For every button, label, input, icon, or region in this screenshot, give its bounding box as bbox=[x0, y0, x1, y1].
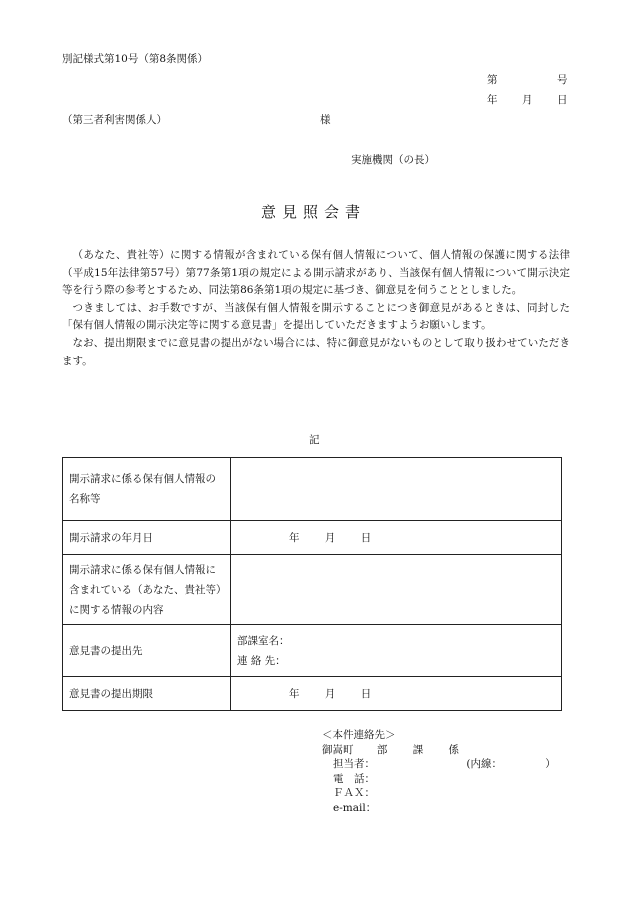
table-row bbox=[63, 555, 562, 625]
row2-year: 年 bbox=[289, 531, 300, 544]
contact-heading: ＜本件連絡先＞ bbox=[322, 729, 396, 741]
contact-ka: 課 bbox=[412, 743, 424, 756]
row-label: 開示請求の年月日 bbox=[63, 521, 231, 555]
paragraph-1: （あなた、貴社等）に関する情報が含まれている保有個人情報について、個人情報の保護に関する法律（平成15年法律第57号）第77条第1項の規定による開示請求があり、当該保有個人情報について開示決定等を行う際の参考とするため、同法第86条第1項の規定に基づき、御意見を伺うこととしました。 bbox=[62, 249, 570, 297]
row-label: 意見書の提出先 bbox=[63, 625, 231, 677]
row2-month: 月 bbox=[324, 531, 336, 544]
row5-year: 年 bbox=[289, 687, 300, 700]
addressee-honorific: 様 bbox=[320, 114, 331, 126]
date-day: 日 bbox=[557, 94, 568, 106]
row-label: 開示請求に係る保有個人情報に含まれている（あなた、貴社等）に関する情報の内容 bbox=[63, 555, 231, 625]
contact-denwa: 電 話： bbox=[333, 772, 375, 785]
addressee-label: （第三者利害関係人） bbox=[62, 114, 167, 126]
body-text bbox=[62, 247, 570, 370]
row5-day: 日 bbox=[360, 687, 372, 700]
table-row bbox=[63, 521, 562, 555]
contact-bu: 部 bbox=[376, 743, 388, 756]
row-label: 意見書の提出期限 bbox=[63, 677, 231, 711]
contact-naisen-close: ） bbox=[545, 758, 556, 770]
contact-tanto: 担当者： bbox=[333, 758, 375, 770]
row-value bbox=[231, 677, 562, 711]
form-id: 別記様式第10号（第8条関係） bbox=[62, 53, 209, 65]
date-month: 月 bbox=[522, 94, 533, 106]
contact-block bbox=[322, 728, 556, 815]
row5-month: 月 bbox=[324, 687, 336, 700]
doc-number-dai: 第 bbox=[487, 74, 498, 86]
contact-kakari: 係 bbox=[448, 743, 460, 756]
ki-mark: 記 bbox=[309, 434, 320, 446]
contact-email: e-mail： bbox=[333, 801, 377, 814]
contact-tanto-line bbox=[322, 757, 556, 772]
info-table bbox=[62, 457, 562, 711]
table-row bbox=[63, 677, 562, 711]
row2-day: 日 bbox=[360, 531, 372, 544]
row-value bbox=[231, 625, 562, 677]
table-row bbox=[63, 625, 562, 677]
date-year: 年 bbox=[487, 94, 498, 106]
row-value bbox=[231, 458, 562, 521]
submit-contact: 連 絡 先： bbox=[237, 654, 286, 667]
contact-org: 御嵩町 bbox=[322, 743, 354, 756]
row-label: 開示請求に係る保有個人情報の名称等 bbox=[63, 458, 231, 521]
paragraph-3: なお、提出期限までに意見書の提出がない場合には、特に御意見がないものとして取り扱わせていただきます。 bbox=[62, 336, 570, 367]
contact-org-line bbox=[322, 743, 556, 758]
doc-number-go: 号 bbox=[557, 74, 568, 86]
row-value bbox=[231, 555, 562, 625]
issuer: 実施機関（の長） bbox=[351, 154, 435, 166]
document-title: 意見照会書 bbox=[261, 203, 367, 221]
table-row bbox=[63, 458, 562, 521]
paragraph-2: つきましては、お手数ですが、当該保有個人情報を開示することにつき御意見があるときは、同封した「保有個人情報の開示決定等に関する意見書」を提出していただきますようお願いします。 bbox=[62, 301, 570, 332]
submit-dept: 部課室名： bbox=[237, 634, 290, 647]
contact-naisen: (内線： bbox=[466, 758, 502, 770]
row-value bbox=[231, 521, 562, 555]
contact-fax: ＦＡＸ： bbox=[333, 787, 375, 799]
